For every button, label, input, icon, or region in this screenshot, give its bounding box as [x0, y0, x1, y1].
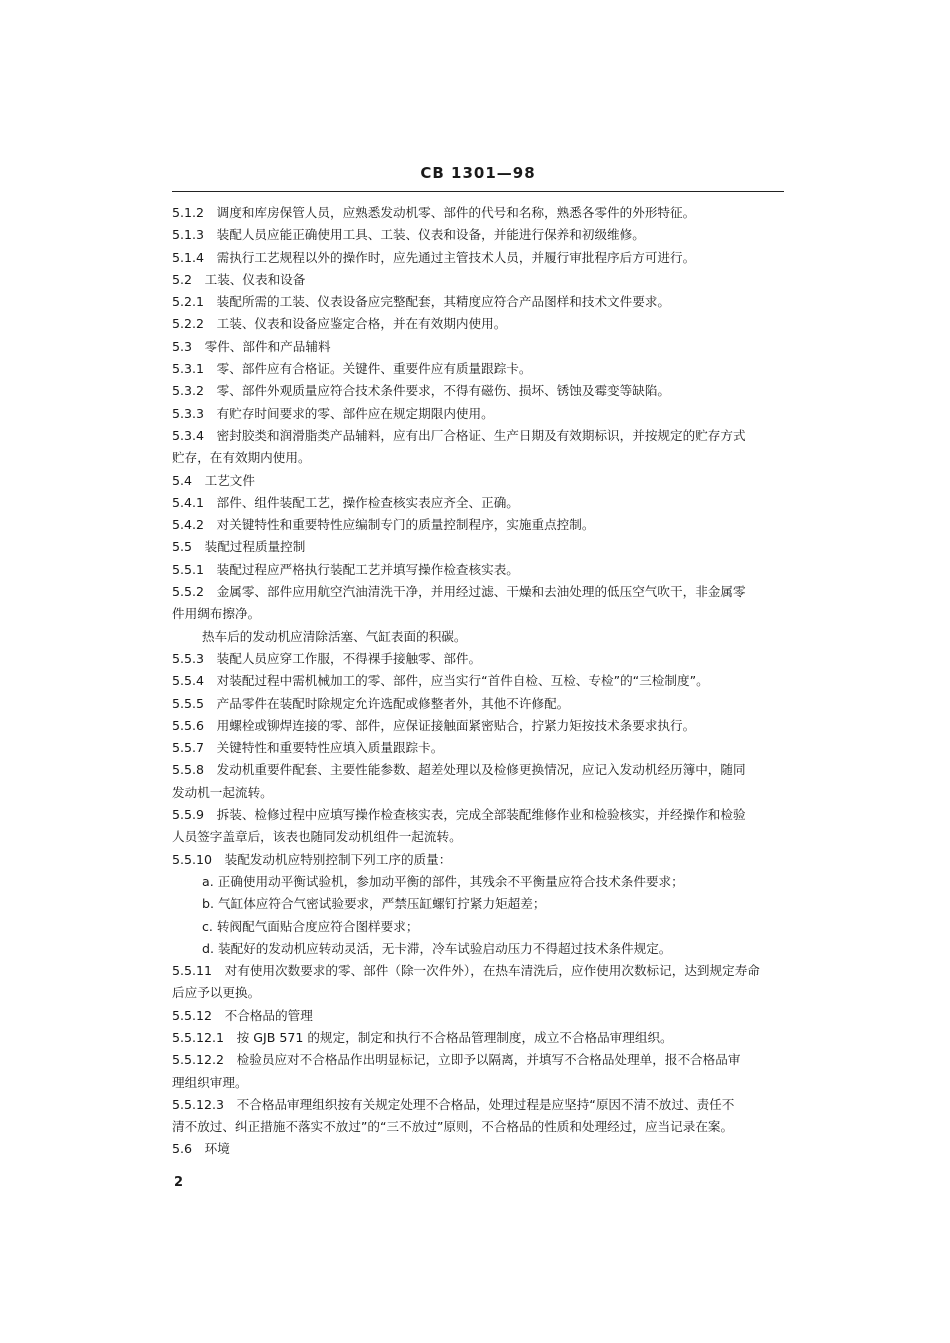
clause-5-5-4: 5.5.4 对装配过程中需机械加工的零、部件，应当实行“首件自检、互检、专检”的“三检制度”。 [172, 673, 709, 689]
clause-5-5-8: 5.5.8 发动机重要件配套、主要性能参数、超差处理以及检修更换情况，应记入发动机经历簿中，随同 [172, 762, 746, 778]
clause-5-5-11-cont: 后应予以更换。 [172, 985, 261, 1001]
clause-5-5-2-cont: 件用绸布擦净。 [172, 606, 261, 622]
clause-5-5-12-1: 5.5.12.1 按 GJB 571 的规定，制定和执行不合格品管理制度，成立不合格品审理组织。 [172, 1029, 673, 1045]
clause-5-2-1: 5.2.1 装配所需的工装、仪表设备应完整配套，其精度应符合产品图样和技术文件要求。 [172, 294, 671, 310]
section-5-2-heading: 5.2 工装、仪表和设备 [172, 271, 306, 287]
clause-5-5-9: 5.5.9 拆装、检修过程中应填写操作检查核实表，完成全部装配维修作业和检验核实，并经操作和检验 [172, 807, 746, 823]
clause-5-1-2: 5.1.2 调度和库房保管人员，应熟悉发动机零、部件的代号和名称，熟悉各零件的外形特征。 [172, 205, 696, 220]
clause-5-5-2-note: 热车后的发动机应清除活塞、气缸表面的积碳。 [202, 628, 467, 644]
clause-5-5-7: 5.5.7 关键特性和重要特性应填入质量跟踪卡。 [172, 740, 444, 756]
clause-5-5-9-cont: 人员签字盖章后，该表也随同发动机组件一起流转。 [172, 829, 462, 845]
clause-5-3-3: 5.3.3 有贮存时间要求的零、部件应在规定期限内使用。 [172, 405, 494, 421]
body-text [172, 202, 784, 1161]
clause-5-5-10-item-c: c. 转阀配气面贴合度应符合图样要求； [202, 918, 419, 934]
clause-5-5-12-2-cont: 理组织审理。 [172, 1074, 248, 1090]
clause-5-5-11: 5.5.11 对有使用次数要求的零、部件（除一次件外），在热车清洗后，应作使用次数标记，达到规定寿命 [172, 963, 760, 979]
clause-5-5-10: 5.5.10 装配发动机应特别控制下列工序的质量： [172, 851, 452, 867]
clause-5-5-3: 5.5.3 装配人员应穿工作服，不得裸手接触零、部件。 [172, 650, 482, 666]
clause-5-5-8-cont: 发动机一起流转。 [172, 784, 273, 800]
clause-5-5-10-item-d: d. 装配好的发动机应转动灵活，无卡滞，冷车试验启动压力不得超过技术条件规定。 [202, 940, 672, 956]
section-5-6-heading: 5.6 环境 [172, 1141, 230, 1157]
clause-5-5-10-item-b: b. 气缸体应符合气密试验要求，严禁压缸螺钉拧紧力矩超差； [202, 896, 546, 912]
clause-5-3-4: 5.3.4 密封胶类和润滑脂类产品辅料，应有出厂合格证、生产日期及有效期标识，并按规定的贮存方式 [172, 427, 746, 443]
clause-5-3-4-cont: 贮存，在有效期内使用。 [172, 450, 311, 466]
section-5-5-heading: 5.5 装配过程质量控制 [172, 539, 306, 555]
clause-5-1-4: 5.1.4 需执行工艺规程以外的操作时，应先通过主管技术人员，并履行审批程序后方可进行。 [172, 249, 696, 265]
clause-5-5-2: 5.5.2 金属零、部件应用航空汽油清洗干净，并用经过滤、干燥和去油处理的低压空气吹干，非金属零 [172, 584, 746, 600]
clause-5-5-12: 5.5.12 不合格品的管理 [172, 1007, 313, 1023]
clause-5-5-12-3-cont: 清不放过、纠正措施不落实不放过”的“三不放过”原则，不合格品的性质和处理经过，应当记录在案。 [172, 1119, 734, 1135]
clause-5-5-12-3: 5.5.12.3 不合格品审理组织按有关规定处理不合格品，处理过程是应坚持“原因不清不放过、责任不 [172, 1096, 735, 1112]
clause-5-5-5: 5.5.5 产品零件在装配时除规定允许选配或修整者外，其他不许修配。 [172, 695, 570, 711]
clause-5-2-2: 5.2.2 工装、仪表和设备应鉴定合格，并在有效期内使用。 [172, 316, 507, 332]
clause-5-4-1: 5.4.1 部件、组件装配工艺，操作检查核实表应齐全、正确。 [172, 494, 519, 510]
header-rule [172, 191, 784, 192]
clause-5-5-6: 5.5.6 用螺栓或铆焊连接的零、部件，应保证接触面紧密贴合，拧紧力矩按技术条要求执行。 [172, 717, 696, 733]
clause-5-4-2: 5.4.2 对关键特性和重要特性应编制专门的质量控制程序，实施重点控制。 [172, 517, 595, 533]
clause-5-5-12-2: 5.5.12.2 检验员应对不合格品作出明显标记，立即予以隔离，并填写不合格品处理单，报不合格品审 [172, 1052, 741, 1068]
standard-header: CB 1301—98 [420, 164, 536, 182]
clause-5-1-3: 5.1.3 装配人员应能正确使用工具、工装、仪表和设备，并能进行保养和初级维修。 [172, 227, 645, 243]
clause-5-5-1: 5.5.1 装配过程应严格执行装配工艺并填写操作检查核实表。 [172, 561, 519, 577]
section-5-4-heading: 5.4 工艺文件 [172, 472, 255, 488]
clause-5-3-2: 5.3.2 零、部件外观质量应符合技术条件要求，不得有磁伤、损坏、锈蚀及霉变等缺陷。 [172, 383, 671, 399]
page-number: 2 [174, 1175, 184, 1190]
section-5-3-heading: 5.3 零件、部件和产品辅料 [172, 338, 331, 354]
clause-5-3-1: 5.3.1 零、部件应有合格证。关键件、重要件应有质量跟踪卡。 [172, 361, 532, 377]
clause-5-5-10-item-a: a. 正确使用动平衡试验机，参加动平衡的部件，其残余不平衡量应符合技术条件要求； [202, 873, 684, 889]
